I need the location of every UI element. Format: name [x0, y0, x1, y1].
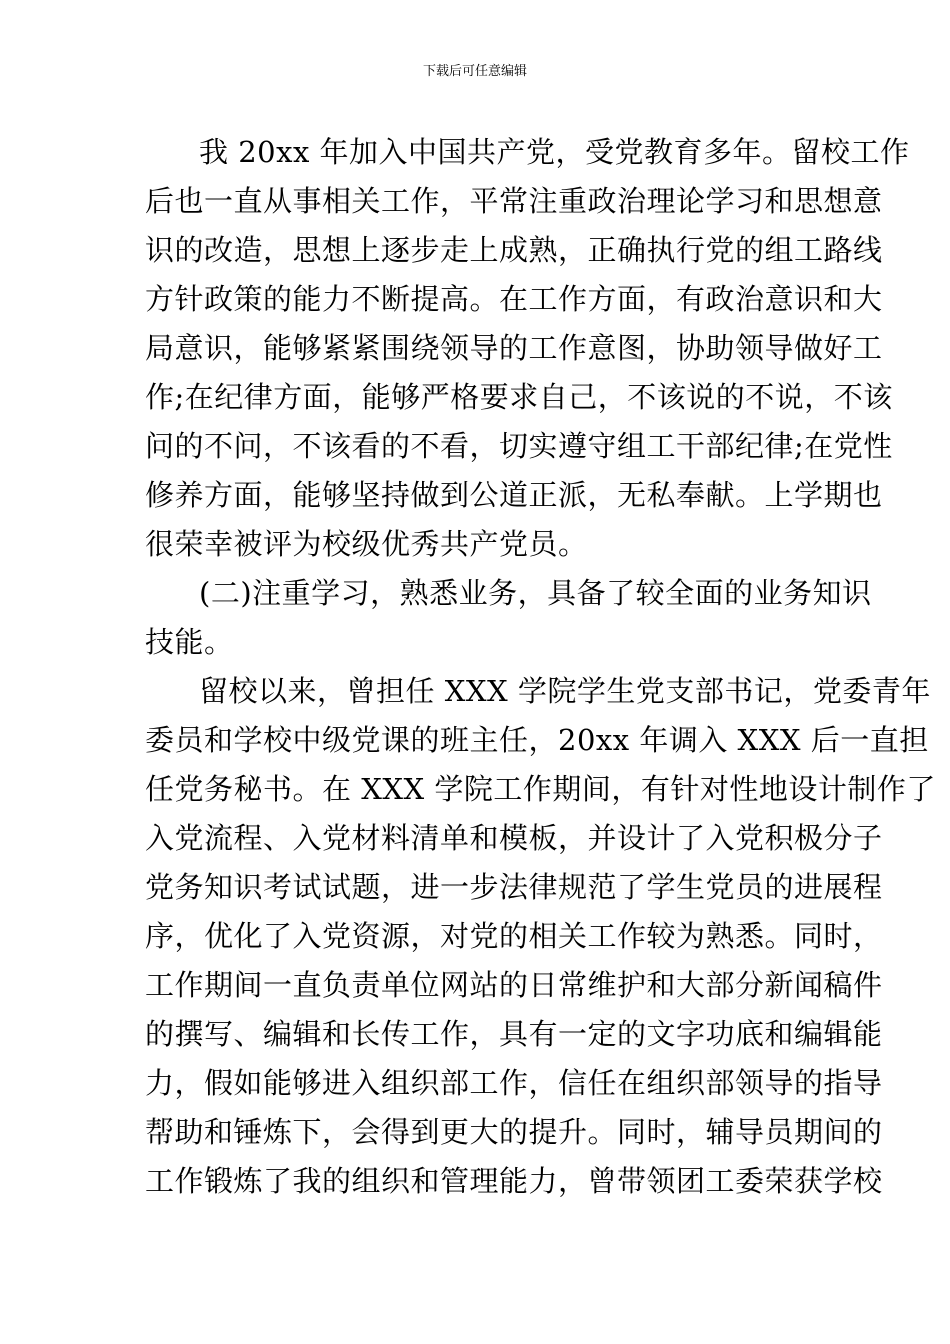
text-line: (二)注重学习，熟悉业务，具备了较全面的业务知识: [199, 576, 872, 610]
text-line: 技能。: [145, 625, 234, 659]
text-line: 委员和学校中级党课的班主任，20xx 年调入 XXX 后一直担: [145, 723, 929, 757]
text-line: 我 20xx 年加入中国共产党，受党教育多年。留校工作: [199, 135, 910, 169]
text-line: 入党流程、入党材料清单和模板，并设计了入党积极分子: [145, 821, 883, 855]
text-line: 的撰写、编辑和长传工作，具有一定的文字功底和编辑能: [145, 1017, 883, 1051]
text-line: 修养方面，能够坚持做到公道正派，无私奉献。上学期也: [145, 478, 883, 512]
text-line: 局意识，能够紧紧围绕领导的工作意图，协助领导做好工: [145, 331, 883, 365]
text-line: 任党务秘书。在 XXX 学院工作期间，有针对性地设计制作了: [145, 772, 936, 806]
text-line: 工作锻炼了我的组织和管理能力，曾带领团工委荣获学校: [145, 1164, 883, 1198]
text-line: 留校以来，曾担任 XXX 学院学生党支部书记，党委青年: [199, 674, 931, 708]
text-line: 帮助和锤炼下，会得到更大的提升。同时，辅导员期间的: [145, 1115, 883, 1149]
text-line: 很荣幸被评为校级优秀共产党员。: [145, 527, 588, 561]
page-header-note: 下载后可任意编辑: [422, 64, 527, 79]
document-body: [145, 128, 936, 1206]
text-line: 方针政策的能力不断提高。在工作方面，有政治意识和大: [145, 282, 883, 316]
text-line: 力，假如能够进入组织部工作，信任在组织部领导的指导: [145, 1066, 883, 1100]
text-line: 后也一直从事相关工作，平常注重政治理论学习和思想意: [145, 184, 883, 218]
text-line: 党务知识考试试题，进一步法律规范了学生党员的进展程: [145, 870, 883, 904]
text-line: 作;在纪律方面，能够严格要求自己，不该说的不说，不该: [145, 380, 893, 414]
text-line: 工作期间一直负责单位网站的日常维护和大部分新闻稿件: [145, 968, 883, 1002]
text-line: 序，优化了入党资源，对党的相关工作较为熟悉。同时，: [145, 919, 883, 953]
text-line: 问的不问，不该看的不看，切实遵守组工干部纪律;在党性: [145, 429, 893, 463]
text-line: 识的改造，思想上逐步走上成熟，正确执行党的组工路线: [145, 233, 883, 267]
